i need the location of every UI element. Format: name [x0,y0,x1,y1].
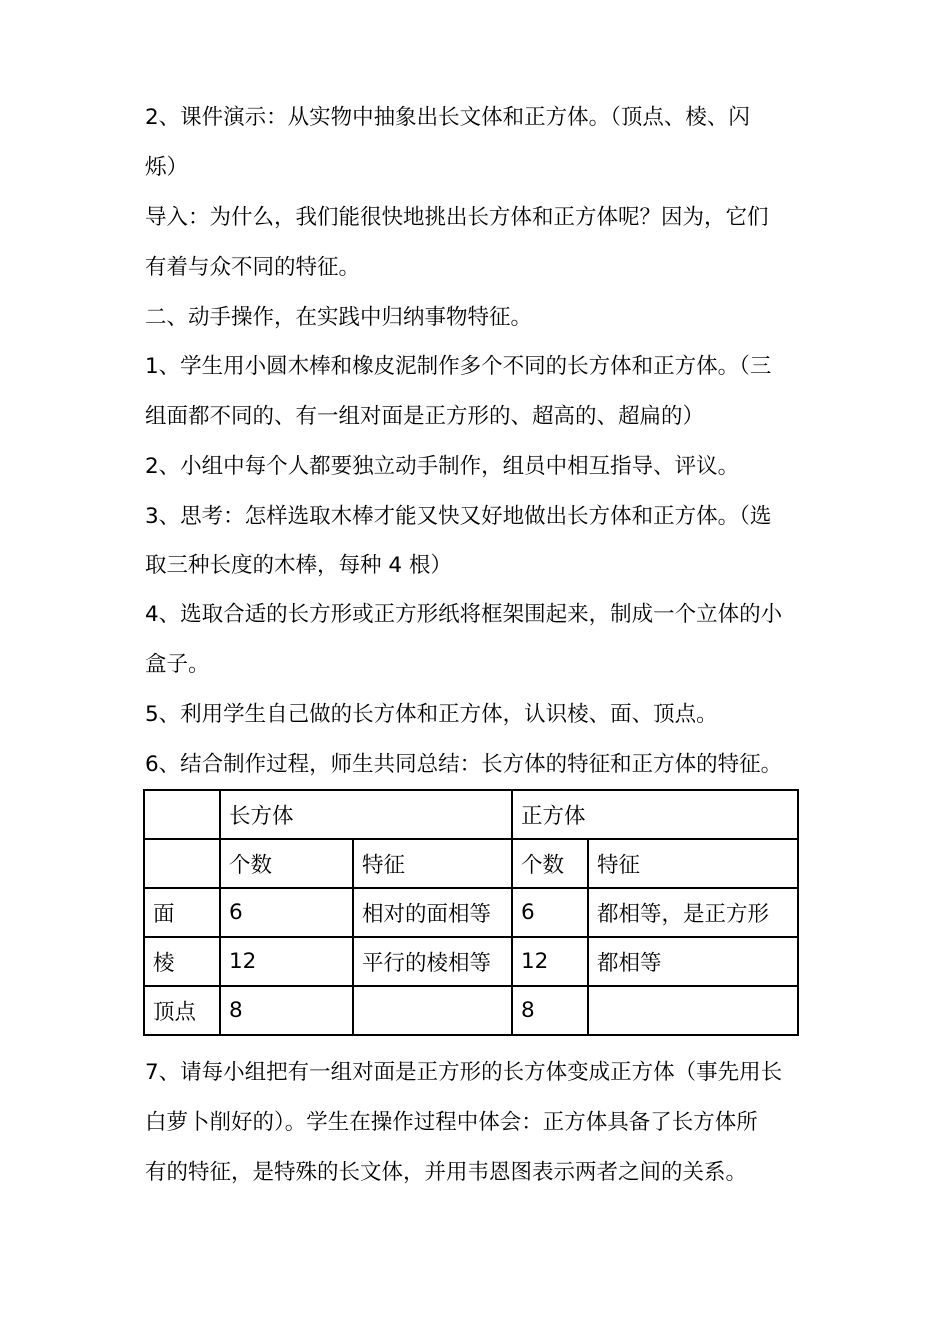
cube-count-cell: 6 [512,888,588,937]
cube-count-cell: 8 [512,986,588,1035]
header-cube: 正方体 [512,790,798,839]
section-heading: 二、动手操作，在实践中归纳事物特征。 [145,305,533,330]
subheader-cube-feature: 特征 [588,839,798,888]
row-label: 棱 [144,937,220,986]
paragraph-line: 3、思考：怎样选取木棒才能又快又好地做出长方体和正方体。（选 [145,504,772,529]
features-table [143,789,799,1036]
paragraph-line: 导入：为什么，我们能很快地挑出长方体和正方体呢？因为，它们 [145,205,769,230]
paragraph-line: 2、课件演示：从实物中抽象出长文体和正方体。（顶点、棱、闪 [145,105,750,130]
cuboid-feature-cell: 相对的面相等 [353,888,512,937]
subheader-cube-count: 个数 [512,839,588,888]
paragraph-line: 取三种长度的木棒，每种 4 根） [145,553,452,578]
table-row [144,888,798,937]
table-empty-cell [144,839,220,888]
cube-feature-cell [588,986,798,1035]
table-row [144,937,798,986]
paragraph-line: 烁） [145,155,189,180]
paragraph-line: 6、结合制作过程，师生共同总结：长方体的特征和正方体的特征。 [145,752,783,777]
cuboid-count-cell: 12 [220,937,353,986]
table-row [144,986,798,1035]
cuboid-feature-cell [353,986,512,1035]
cube-feature-cell: 都相等，是正方形 [588,888,798,937]
subheader-cuboid-feature: 特征 [353,839,512,888]
paragraph-line: 7、请每小组把有一组对面是正方形的长方体变成正方体（事先用长 [145,1060,783,1085]
paragraph-line: 组面都不同的、有一组对面是正方形的、超高的、超扁的） [145,404,705,429]
table-corner-cell [144,790,220,839]
cuboid-count-cell: 6 [220,888,353,937]
row-label: 面 [144,888,220,937]
cube-feature-cell: 都相等 [588,937,798,986]
cuboid-count-cell: 8 [220,986,353,1035]
row-label: 顶点 [144,986,220,1035]
table-header-row [144,790,798,839]
paragraph-line: 白萝卜削好的）。学生在操作过程中体会：正方体具备了长方体所 [145,1110,758,1135]
header-cuboid: 长方体 [220,790,512,839]
cuboid-feature-cell: 平行的棱相等 [353,937,512,986]
paragraph-line: 1、学生用小圆木棒和橡皮泥制作多个不同的长方体和正方体。（三 [145,354,772,379]
paragraph-line: 4、选取合适的长方形或正方形纸将框架围起来，制成一个立体的小 [145,602,783,627]
paragraph-line: 盒子。 [145,652,210,677]
paragraph-line: 5、利用学生自己做的长方体和正方体，认识棱、面、顶点。 [145,702,718,727]
cube-count-cell: 12 [512,937,588,986]
paragraph-line: 有着与众不同的特征。 [145,255,361,280]
subheader-cuboid-count: 个数 [220,839,353,888]
table-subheader-row [144,839,798,888]
paragraph-line: 2、小组中每个人都要独立动手制作，组员中相互指导、评议。 [145,454,740,479]
paragraph-line: 有的特征，是特殊的长文体，并用韦恩图表示两者之间的关系。 [145,1160,748,1185]
